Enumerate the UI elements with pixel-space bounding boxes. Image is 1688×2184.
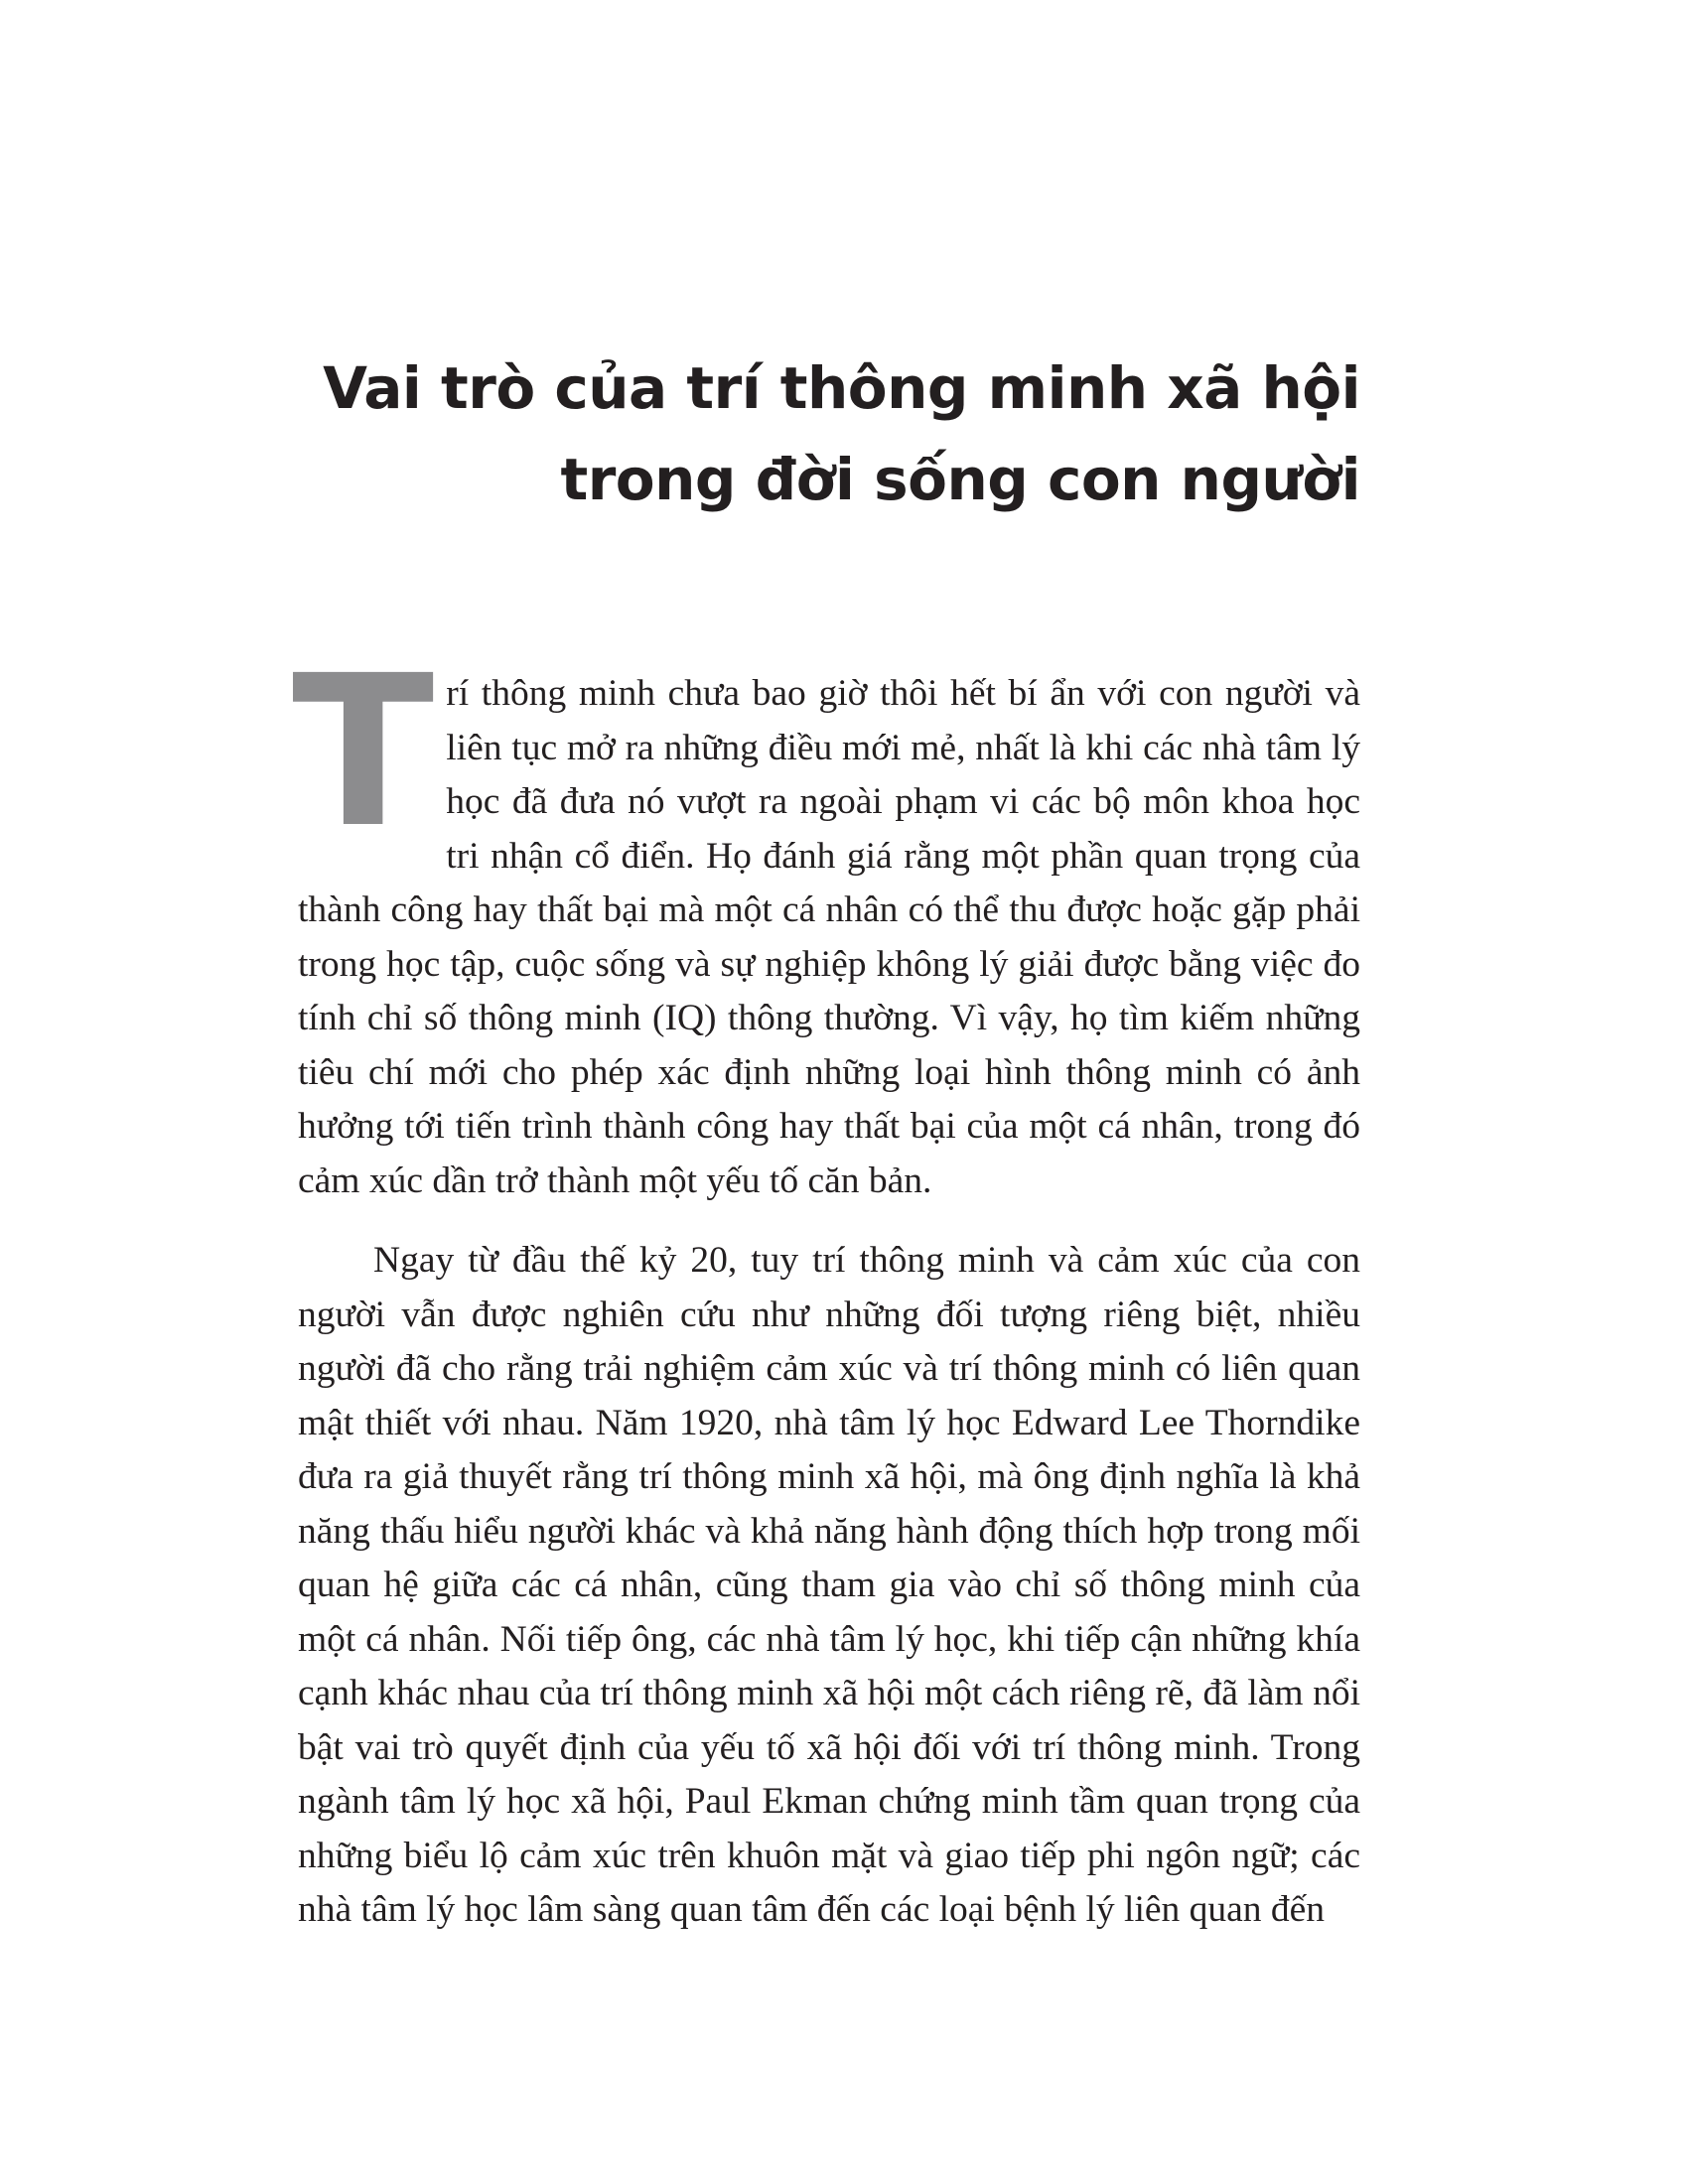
chapter-title-line-1: Vai trò của trí thông minh xã hội [323,354,1360,422]
chapter-title-line-2: trong đời sống con người [560,446,1360,513]
drop-cap: T [292,630,435,874]
paragraph-1-text: rí thông minh chưa bao giờ thôi hết bí ẩn với con người và liên tục mở ra những điều mới mẻ, nhất là khi các nhà tâm lý học đã đưa nó vượt ra ngoài phạm vi các bộ môn khoa học tri nhận cổ điển. Họ đánh giá rằng một phần quan trọng của thành công hay thất bại mà một cá nhân có thể thu được hoặc gặp phải trong học tập, cuộc sống và sự nghiệp không lý giải được bằng việc đo tính chỉ số thông minh (IQ) thông thường. Vì vậy, họ tìm kiếm những tiêu chí mới cho phép xác định những loại hình thông minh có ảnh hưởng tới tiến trình thành công hay thất bại của một cá nhân, trong đó cảm xúc dần trở thành một yếu tố căn bản. [298,673,1360,1201]
chapter-body [292,630,1360,1938]
chapter-title [298,342,1360,525]
paragraph-1 [292,630,1360,1208]
paragraph-2: Ngay từ đầu thế kỷ 20, tuy trí thông minh và cảm xúc của con người vẫn được nghiên cứu như những đối tượng riêng biệt, nhiều người đã cho rằng trải nghiệm cảm xúc và trí thông minh có liên quan mật thiết với nhau. Năm 1920, nhà tâm lý học Edward Lee Thorndike đưa ra giả thuyết rằng trí thông minh xã hội, mà ông định nghĩa là khả năng thấu hiểu người khác và khả năng hành động thích hợp trong mối quan hệ giữa các cá nhân, cũng tham gia vào chỉ số thông minh của một cá nhân. Nối tiếp ông, các nhà tâm lý học, khi tiếp cận những khía cạnh khác nhau của trí thông minh xã hội một cách riêng rẽ, đã làm nổi bật vai trò quyết định của yếu tố xã hội đối với trí thông minh. Trong ngành tâm lý học xã hội, Paul Ekman chứng minh tầm quan trọng của những biểu lộ cảm xúc trên khuôn mặt và giao tiếp phi ngôn ngữ; các nhà tâm lý học lâm sàng quan tâm đến các loại bệnh lý liên quan đến [298,1240,1360,1930]
